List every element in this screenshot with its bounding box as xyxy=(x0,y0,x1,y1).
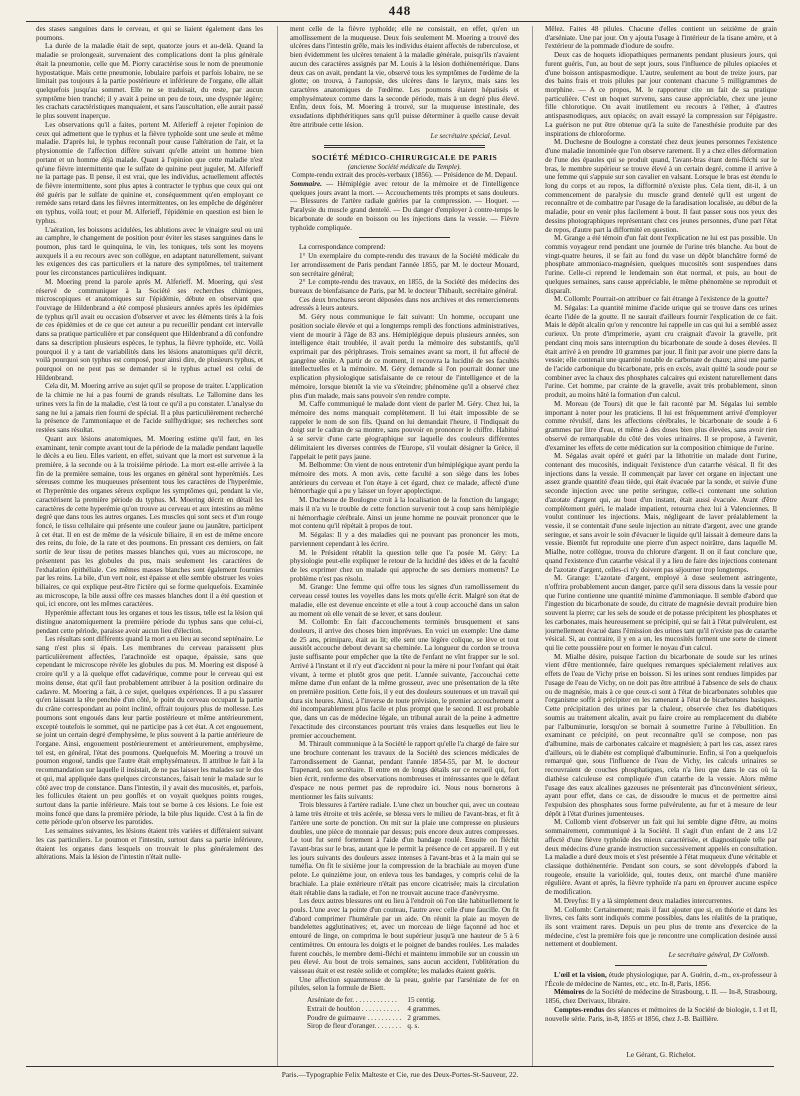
paragraph: M. Mialhe désire, puisque l'action du bicarbonate de soude sur les urines vient d'être mentionnée, faire quelques remarques spécialement relatives aux effets de l'eau de Vichy prise en boisson. Si les urines sont rendues limpides par l'usage de l'eau de Vichy, on ne doit pas être attribué à l'absence de sels de chaux ou de magnésie, mais à ce que ceux-ci sont à l'état de bicarbonates solubles que l'organisme soffit à précipiter en les ramenant à l'état de bicarbonates basiques. Cette précipitation des urines par la chaleur, observée chez les diabétiques soumis au traitement alcalin, avait pu faire croire au remplacement du diabète par l'albuminurie, lorsqu'on se bornait à soumettre l'urine à l'ébullition. En examinant ce précipité, on peut reconnaître qu'il se compose, non pas d'albumine, mais de carbonates calcaire et magnésien; à part les cas, assez rares d'ailleurs, où le diabète est compliqué d'albuminurie. Enfin, si l'on a quelquefois remarqué que, sous l'influence de l'eau de Vichy, les calculs urinaires se recouvraient de couches phosphatiques, cela n'a lieu que dans le cas où la diathèse calculeuse est compliquée d'un catarrhe de la vessie. Alors même l'usage des eaux alcalines gazeuses ne présenterait pas d'inconvénient sérieux, ayant pour effet, dans ce cas, de dissoudre le mucus et de permettre ainsi l'expulsion des phosphates sous forme pulvérulente, au fur et à mesure de leur dépôt à l'état d'urines jumenteuses. xyxy=(545,652,777,818)
prescription-qty: 4 grammes. xyxy=(407,1004,441,1013)
paragraph: Les semaines suivantes, les lésions étaient très variées et différaient suivant les cas particuliers. Le poumon et l'intestin, surtout dans sa partie inférieure, étaient les organes dans lesquels on trouvait le plus généralement des altérations. Mais la lésion de l'intestin n'était nulle- xyxy=(36,827,263,862)
paragraph: M. Dreyfus: Il y a là simplement deux maladies intercurrentes. xyxy=(554,896,734,905)
paragraph: des stases sanguines dans le cerveau, et qui se liaient également dans les poumons. xyxy=(36,25,263,42)
column-divider xyxy=(532,26,533,1066)
prescription-qty: 15 centig. xyxy=(407,996,436,1005)
paragraph: M. Belhomme: On vient de nous entretenir d'un hémiplégique ayant perdu la mémoire des mots. A mon avis, cette faculté a son siège dans les lobes antérieurs du cerveau et l'on étaye à cet égard, chez ce malade, affecté d'une hémorrhagie qui a pu y laisser un foyer apoplectique. xyxy=(290,461,519,496)
notice-text: de la Société de médecine de Strasbourg, t. II. — In-8, Strasbourg, 1856, chez Derivaux, libraire. xyxy=(545,988,777,1006)
society-meta: Compte-rendu extrait des procès-verbaux (1856). — Présidence de M. Depaul. xyxy=(291,171,518,180)
paragraph: M. Duchesne de Boulogne a constaté chez deux jeunes personnes l'existence d'une maladie innominée que l'on observe rarement. Il y a chez elles déformation de l'une des épaules qui se produit quand, l'avant-bras étant demi-fléchi sur le bras, le membre supérieur se trouve élevé à un certain degré, comme il arrive à une femme qui s'appuie sur son cavalier en valsant. Lorsque le bras est étendu le long du corps et au repos, la difformité n'existe plus. Cela tient, dit-il, à un commencement de paralysie du muscle grand dentelé qu'il est urgent de reconnaître et de combattre par l'usage de la faradisation localisée, au début de la maladie, pour en venir plus facilement à bout. Il faut passer sous nos yeux des dessins photographiques représentant chez ces jeunes personnes, d'une part l'état de repos, d'autre part la difformité en question. xyxy=(545,138,777,234)
notice-text: étude physiologique, par A. Guérin, d.-m., ex-professeur à l'École de médecine de Nantes, etc., etc. In-8, Paris, 1856. xyxy=(545,970,777,988)
society-subtitle: (ancienne Société médicale du Temple). xyxy=(347,162,462,171)
page-number: 448 xyxy=(388,3,412,18)
notice xyxy=(545,971,777,988)
paragraph: M. Duchesne de Boulogne croit à la localisation de la fonction du langage; mais il n'a vu le trouble de cette fonction survenir tout à coup sans hémiplégie ni hémorrhagie cérébrale. Ainsi un jeune homme ne pouvait prononcer que le mot contenu qu'il répétait à propos de tout. xyxy=(290,496,519,531)
paragraph: M. Grange a été témoin d'un fait dont l'explication ne lui est pas possible. Un commis voyageur rend pendant une journée de l'urine très blanche. Au bout de vingt-quatre heures, il se fait au fond du vase un dépôt blanchâtre formé de phosphate ammoniaco-magnésien, quelques mucosités sont suspendues dans l'urine. Celle-ci reprend le lendemain son état normal, et puis, au bout de quelques semaines, sans cause appréciable, le même phénomène se reproduit et disparaît. xyxy=(545,234,777,295)
paragraph: M. le Président rétablit la question telle que l'a posée M. Géry: La physiologie peut-elle expliquer le retour de la lucidité des idées et de la faculté de les exprimer chez un malade qui approche de ses derniers moments? Le problème n'est pas résolu. xyxy=(290,548,519,583)
summary-text: — Hémiplégie avec retour de la mémoire et de l'intelligence quelques jours avant la mort. — Accouchements très prompts et sans douleurs. — Blessures de l'artère radiale guéries par la compression. — Hoquet. — Paralysie du muscle grand dentelé. — Du danger d'employer à contre-temps le bicarbonate de soude en boisson ou les injections dans la vessie. — Fièvre typhoïde compliquée. xyxy=(290,180,519,232)
paragraph: Deux cas de hoquets idiopathiques permanents pendant plusieurs jours, qui furent guéris, l'un, au bout de sept jours, sous l'influence de pilules opiacées et d'une boisson antispasmodique. L'autre, seulement au bout de treize jours, par des bains frais et trois pilules par jour contenant chacune 5 milligrammes de morphine. — A ce propos, M. le rapporteur cite un fait de sa pratique particulière. C'est un hoquet survenu, sans cause appréciable, chez une jeune fille chlorotique. On avait inutilement eu recours à l'éther, à d'autres antispasmodiques, aux opiacés; on avait essayé la compression sur l'épigastre. La guérison ne put être obtenue qu'à la suite de l'anesthésie produite par des inspirations de chloroforme. xyxy=(545,51,777,138)
prescription-table xyxy=(304,996,444,1031)
paragraph: M. Moering prend la parole après M. Alferieff. M. Moering, qui s'est réservé de communiquer à la Société ses recherches chimiques, microscopiques et anatomiques sur l'épidémie, débute en observant que l'ouvrage de Hildenbrand a été composé plusieurs années après les épidémies de typhus qu'il avait eu occasion d'observer et avec les éléments tirés à la fois de ces épidémies et de ce que cet auteur a pu recueillir pendant cet intervalle dans sa pratique particulière et par conséquent que Hildenbrand a dû confondre dans sa description plusieurs espèces, le typhus, la fièvre typhoïde, etc. Voilà pourquoi il y a tant de variabilités dans les lésions anatomiques qu'il décrit, voilà pourquoi son typhus est composé, pour ainsi dire, de plusieurs typhus, et pourquoi on ne peut pas se demander si le typhus actuel est celui de Hildenbrand. xyxy=(36,277,263,382)
paragraph: M. Grange: L'azotate d'argent, employé à dose seulement astringente, n'offrira probablement aucun danger, parce qu'il sera dissous dans la vessie pour que l'urine contienne une quantité minime d'ammoniaque. Il semble d'abord que l'ingestion du bicarbonate de soude, du citrate de magnésie devrait produire bien souvent la pierre; car les sels de soude et de potasse précipitent les phosphates et les carbonates, mais heureusement se précipité, qui se fait à l'état pulvérulent, est journellement évacué dans l'émission des urines tant qu'il n'existe pas de catarrhe vésical. Si, au contraire, il y en a un, les mucosités forment une sorte de ciment qui lie cette poussière pour en former le noyau d'un calcul. xyxy=(545,574,777,653)
paragraph: Mêlez. Faites 48 pilules. Chacune d'elles contient un seizième de grain d'arséniate. Une par jour. On y ajouta l'usage à l'intérieur de la tisane amère, et à l'extérieur de la pommade d'iodure de soufre. xyxy=(545,25,777,51)
prescription-item: Extrait de houblon . . . . . . . . . . . xyxy=(307,1004,400,1013)
paragraph: M. Collomb vient d'observer un fait qui lui semble digne d'être, au moins sommairement, communiqué à la Société. Il s'agit d'un enfant de 2 ans 1/2 affecté d'une fièvre typhoïde des mieux caractérisée, et diagnostiquée telle par deux médecins d'une grande instruction successivement appelés en consultation. La maladie a duré deux mois et s'est présentée à l'état muqueux d'une véritable et classique dothiénentérie. Pendant son cours, se sont développés d'abord la rougeole, ensuite la variolöide, qui, toutes deux, ont marché d'une manière régulière. Avant et après, la fièvre typhoïde n'a paru en éprouver aucune espèce de modification. xyxy=(545,818,777,897)
paragraph: Hyperémie affectant tous les organes et tous les tissus, telle est la lésion qui distingue anatomiquement la première période du typhus sans que celui-ci, pendant cette période, paraisse avoir aucun lieu d'élection. xyxy=(36,609,263,635)
summary-label: Sommaire. xyxy=(290,180,322,189)
paragraph: M. Caffe communiqué le malade dont vient de parler M. Géry. Chez lui, la mémoire des noms manquait complètement. Il lui était impossible de se rappeler le nom de son fils. Quand on lui demandait l'heure, il l'indiquait du doigt sur le cadran de sa montre, sans pouvoir en prononcer le chiffre. Habitué à se servir d'une carte géographique sur laquelle des couleurs différentes délimitaient les diverses contrées de l'Europe, s'il voulait désigner la Grèce, il l'appelait le petit pays jaune. xyxy=(290,400,519,461)
notice-lead: Mémoires xyxy=(554,988,585,997)
prescription-row xyxy=(304,1022,444,1031)
prescription-row xyxy=(304,996,444,1005)
paragraph: La correspondance comprend: xyxy=(299,243,386,252)
paragraph: 1° Un exemplaire du compte-rendu des travaux de la Société médicale du 1er arrondissement de Paris pendant l'année 1855, par M. le docteur Mouard, son secrétaire général; xyxy=(290,252,519,278)
paragraph: M. Thirault communique à la Société le rapport qu'elle l'a chargé de faire sur une brochure contenant les travaux de la Société des sciences médicales de l'arrondissement de Gannat, pendant l'année 1854-55, par M. le docteur Trapenard, son secrétaire. Il entre en de longs détails sur ce recueil qui, fort bien écrit, renferme des observations nombreuses et intéressantes que le défaut d'espace ne nous permet pas de reproduire ici. Nous nous bornerons à mentionner les faits suivants: xyxy=(290,740,519,801)
column-3 xyxy=(545,25,777,1065)
notice xyxy=(545,988,777,1005)
notice-text: des séances et mémoires de la Société de biologie, t. I et II, nouvelle série. Paris, in-8, 1855 et 1856, chez J.-B. Baillière. xyxy=(545,1005,777,1023)
paragraph: Quant aux lésions anatomiques, M. Moering estime qu'il faut, en les examinant, tenir compte avant tout de la période de la maladie pendant laquelle le décès a eu lieu. Elles varient, en effet, suivant que la mort est survenue à la première, à la seconde ou à la troisième période. La mort est-elle arrivée à la fin de la première semaine, tous les organes en général sont hyperémiés. Les séreuses comme les muqueuses présentent tous les caractères de l'hyperémie, et l'hyperémie des organes séreux explique les symptômes qui, pendant la vie, caractérisent la première période du typhus. M. Moering décrit en détail les caractères de cette hyperémie qu'on trouve au cerveau et aux intestins au même degré que dans tous les autres organes. Les muscles qui sont secs et d'un rouge foncé, le tissu cellulaire qui présente une couleur jaune ou jaunâtre, participent à cet état. Il en est de même de la vésicule biliaire, il en est de même encore des reins, du foie, de la rate et des poumons. En pressant ces derniers, on fait sortir de leur tissu de petites masses blanches qui, vues au microscope, ne présentent pas les globules du pus, mais seulement les caractères de l'exhalation épithéliale. Ces mêmes masses blanches sont également fournies par les reins. La bile, d'un vert noir, est épaisse et elle semble obstruer les voies biliaires, ce qui explique peut-être l'ictère qui se forme quelquefois. Examinée au microscope, la bile aussi offre ces masses blanches dont il a été question et qui, ici encore, ont les mêmes caractères. xyxy=(36,434,263,609)
prescription-row xyxy=(304,1005,444,1014)
paragraph: M. Moreau (de Tours) dit que le fait raconté par M. Ségalas lui semble important à noter pour les praticiens. Il lui est fréquemment arrivé d'employer comme révulsif, dans les affections cérébrales, le bicarbonate de soude à 6 grammes par litre d'eau, et même à des doses bien plus élevées, sans avoir rien observé de remarquable du côté des voies urinaires. Il se propose, à l'avenir, d'examiner les effets de cette médication sur la composition chimique de l'urine. xyxy=(545,399,777,452)
paragraph: L'aération, les boissons acidulées, les ablutions avec le vinaigre seul ou uni au camphre, le changement de position pour éviter les stases sanguines dans le poumon, plus tard le quinquina, le vin, les toniques, tels sont les moyens auxquels il a eu recours avec son collègue, en adaptant naturellement, suivant les exigences des cas particuliers et la nature des symptômes, tel traitement pour les circonstances particulières indiquant. xyxy=(36,225,263,278)
secretary-general-signature: Le secrétaire général, Dr Collomb. xyxy=(668,951,769,960)
paragraph: La durée de la maladie était de sept, quatorze jours et au-delà. Quand la maladie se prolongeait, survenaient des complications dont la plus générale était la pneumonie, celle que M. Piorry caractérise sous le nom de pneumonie hypostatique. Mais cette pneumonie, lobulaire parfois et parfois lobaire, ne se limitait pas toujours à la partie postérieure et inférieure de l'organe, elle allait quelquefois jusqu'au sommet. Elle ne se traduisait, du reste, par aucun symptôme bien tranché; il y avait à peine un peu de toux, une dyspnée légère; les crachats caractéristiques manquaient, et sans l'auscultation, elle aurait passé le plus souvent inaperçue. xyxy=(36,42,263,121)
paragraph: Cela dit, M. Moering arrive au sujet qu'il se propose de traiter. L'application de la chimie ne lui a pas fourni de grands résultats. Le Tallomine dans les urines vers la fin de la maladie, c'est là tout ce qu'il a pu constater. L'analyse du sang ne lui a jamais rien fourni de spécial. Il a plus particulièrement recherché la présence de l'ammoniaque et de l'acide sulfhydrique; ses recherches sont restées sans résultat. xyxy=(36,382,263,435)
section-separator xyxy=(324,145,484,148)
paragraph: Les observations qu'il a faites, portent M. Alferieff à rejeter l'opinion de ceux qui admettent que le typhus et la fièvre typhoïde sont une seule et même maladie. D'après lui, le typhus reconnaît pour cause l'altération de l'air, et la physionomie de l'affection diffère suivant qu'elle atteint un homme bien portant et un homme déjà malade. Quant à l'opinion que cette maladie n'est qu'une fièvre intermittente que le sulfate de quinine peut juguler, M. Alferieff ne la partage pas. Il pense, il est vrai, que les individus, actuellement affectés de fièvre intermittente, sont plus aptes à contracter le typhus que ceux qui ont été guéris par le sulfate de quinine et, conséquemment qu'en employant ce remède sans retard dans les fièvres intermittentes, on les empêche de dégénérer en typhus, voilà tout; et pour M. Alferieff, l'épidémie en question est bien le typhus. xyxy=(36,120,263,225)
paragraph: Ces deux brochures seront déposées dans nos archives et des remerciements adressés à leurs auteurs. xyxy=(290,295,519,313)
paragraph: M. Collomb: Pourrait-on attribuer ce fait étrange à l'existence de la goutte? xyxy=(554,295,769,304)
paragraph: M. Ségalas: La quantité minime d'acide urique qui se trouve dans ces urines écarte l'idée de la goutte. Il ne saurait d'ailleurs fournir l'explication de ce fait. Mais le dépôt alcalin qu'on y rencontre lui rappelle un cas qui lui a semblé assez curieux. Un prote d'imprimerie, ayant cru craignait d'avoir la gravelle, prit pendant cinq mois sans interruption du bicarbonate de soude à doses élevées. Il était arrivé à en prendre 10 grammes par jour. Il finit par avoir une pierre dans la vessie; elle contenait une quantité notable de carbonate de chaux; ainsi une partie de l'acide carbonique du bicarbonate, pris en excès, avait quitté la soude pour se combiner avec la chaux des phosphates calcaires qui existent naturellement dans l'urine. Cet homme, par crainte de la gravelle, avait très probablement, sinon produit, au moins hâté la formation d'un calcul. xyxy=(545,304,777,400)
header-rule xyxy=(26,21,774,22)
paragraph: Une affection squammeuse de la peau, guérie par l'arséniate de fer en pilules, selon la formule de Biett. xyxy=(290,975,519,993)
society-title: SOCIÉTÉ MÉDICO-CHIRURGICALE DE PARIS xyxy=(311,153,498,163)
short-rule xyxy=(359,237,451,238)
paragraph: Les résultats sont différents quand la mort a eu lieu au second septénaire. Le sang n'est plus si épais. Les membranes du cerveau paraissent plus particulièrement affectées, l'arachnoïde est opaque, épaissie, sans que cependant le microscope révèle les globules du pus. M. Moering est disposé à croire qu'il y a là quelque effet cadavérique, comme pour le cerveau qui est moins dense, état qu'il faut probablement attribuer à la position ordinaire du cadavre. M. Moering a fait, à ce sujet, quelques expériences. Il a pu s'assurer qu'en laissant la tête penchée d'un côté, le point du cerveau occupant la partie du crâne correspondant au point incliné, offrait toujours plus de mollesse. Les poumons sont engoués dans leur partie postérieure et même antérieurement, excepté toutefois le sommet, qui ne participe pas à cet état. A cet engouement, se joint un certain degré d'emphysème, le plus souvent à la partie antérieure de l'organe. Ainsi, engouement postérieurement et antérieurement, emphysème, tel est, en général, l'état des poumons. Quelquefois M. Moering a trouvé un poumon engoué, tandis que l'autre était emphysémateux. Il attribue le fait à la recommandation sur laquelle il insistait, de ne pas laisser les malades sur le dos et qui, mal appliquée dans quelques circonstances, faisait tenir le malade sur le côté avec trop de constance. Dans l'intestin, il y avait des mucosités, et, parfois, les follicules étaient un peu gonflés et on voyait quelques points rouges, surtout dans la partie inférieure. Mais tout se borne à ces lésions. Le foie est moins foncé que dans la première période, la bile plus liquide. C'est à la fin de cette période qu'on observe les parotides. xyxy=(36,635,263,827)
notice-lead: Comptes-rendus xyxy=(554,1005,605,1014)
printer-footer: Paris.—Typographie Felix Malteste et Cie, rue des Deux-Portes-St-Sauveur, 22. xyxy=(26,1066,774,1079)
notice xyxy=(545,1006,777,1023)
paragraph: M. Géry nous communique le fait suivant: Un homme, occupant une position sociale élevée et qui a longtemps rempli des fonctions administratives, vient de mourir à l'âge de 83 ans. Hémiplégique depuis plusieurs années, son intelligence était troublée, il avait perdu la mémoire des substantifs, qu'il exprimait par des périphrases. Trois semaines avant sa mort, il fut affecté de gangrène sénile. A partir de ce moment, il recouvra la lucidité de ses facultés intellectuelles et la mémoire. M. Géry demande si l'on pourrait donner une explication physiologique satisfaisante de ce retour de l'intelligence et de la mémoire, lorsque bientôt la vie va s'éteindre; phénomène qu'il a observé chez plus d'un malade, mais sans pouvoir s'en rendre compte. xyxy=(290,313,519,400)
summary xyxy=(290,180,519,232)
prescription-item: Arséniate de fer. . . . . . . . . . . . . xyxy=(307,996,397,1005)
paragraph: Trois blessures à l'artère radiale. L'une chez un boucher qui, avec un couteau à lame très étroite et très acérée, se blessa vers le milieu de l'avant-bras, et fit à l'artère une sorte de ponction. On mit sur la plaie une compresse en plusieurs doubles, une pièce de monnaie par dessus; puis encore deux autres compresses. Le tout fut serré fortement à l'aide d'un bandage roulé. Ensuite on fléchit l'avant-bras sur le bras, autant que le permit la présence de cet appareil. Il y eut les jours suivants des douleurs assez intenses à l'avant-bras et à la main qui se tuméfia. On fit le sixième jour la compression de la brachiale au moyen d'une pelote. Le quinzième jour, on enleva tous les bandages, y compris celui de la brachiale. La plaie extérieure n'était pas encore cicatrisée; mais la circulation était rétablie dans la radiale, et l'on ne trouvait aucune trace d'anévrysme. xyxy=(290,801,519,897)
column-2 xyxy=(290,25,519,1065)
prescription-qty: q. s. xyxy=(407,1022,420,1031)
column-1 xyxy=(36,25,263,1065)
paragraph: M. Ségalas avait opéré et guéri par la lithotritie un malade dont l'urine, contenant des mucosités, indiquait l'existence d'un catarrhe vésical. Il fit des injections dans la vessie. Il commençait par laver cet organe en injectant une assez grande quantité d'eau tiède, qui était évacuée par la sonde, et suivie d'une seconde injection avec une petite seringue, celle-ci contenant une solution d'azotate d'argent qui, au bout d'un instant, était aussi évacuée. Avant d'être complètement guéri, le malade impatient, retourna chez lui à Valenciennes. Il voulut continuer les injections. Mais, négligeant de laver préalablement la vessie, il se contentait d'une seule injection au nitrate d'argent, avec une grande seringue, et sans avoir le soin d'évacuer le liquide qu'il laissait à demeure dans la vessie. Bientôt fut reproduite une pierre d'un aspect noirâtre, dans laquelle M. Mialhe, notre collègue, trouva du chlorure d'argent. Il on il faut conclure que, quand l'existence d'un catarrhe vésical il y a lieu de faire des injections contenant de l'azotate d'argent, celles-ci n'y doivent pas séjourner trop longtemps. xyxy=(545,452,777,574)
short-rule xyxy=(615,965,708,966)
paragraph: ment celle de la fièvre typhoïde; elle ne consistait, en effet, qu'en un amollissement de la muqueuse. Deux fois seulement M. Moering a trouvé des ulcères dans l'intestin grêle, mais les individus étaient affectés de tuberculose, et bien évidemment les ulcères tenaient à la maladie générale, puisqu'ils n'avaient aucun des caractères assignés par M. Louis à la lésion dothiénentérique. Dans deux cas on avait, pendant la vie, observé tous les symptômes de l'œdème de la glotte; on trouva, à l'autopsie, des ulcères dans le larynx, mais sans les caractères anatomiques de l'œdème. Les poumons étaient hépatisés et emphysémateux comme dans la seconde période, mais à un degré plus élevé. Enfin, deux fois, M. Moering à trouvé, sur la muqueuse intestinale, des exsudations diphthéritiques sans qu'il puisse déterminer à quelle cause devait être attribuée cette lésion. xyxy=(290,25,519,129)
paragraph: Les deux autres blessures ont eu lieu à l'endroit où l'on tâte habituellement le pouls. L'une avec la pointe d'un couteau, l'autre avec celle d'une faucille. On fit d'abord comprimer l'humérale par un aide. On réunit la plaie au moyen de bandelettes agglutinatives; et, avec un morceau de liège façonné ad hoc et entouré de linge, on comprima le bout supérieur jusqu'à une hauteur de 5 à 6 centimètres. On entoura les doigts et le poignet de bandes roulées. Les malades furent couchés, le membre demi-fléchi et maintenu immobile sur un coussin un peu élevé. Au bout de trois semaines, sans aucun accident, l'oblitération du vaisseau était et est restée solide et complète; les malades étaient guéris. xyxy=(290,897,519,975)
column-divider xyxy=(277,26,278,1066)
prescription-row xyxy=(304,1014,444,1023)
paragraph: 2° Le compte-rendu des travaux, en 1855, de la Société des médecins des bureaux de bienfaisance de Paris, par M. le docteur Thibault, secrétaire général. xyxy=(290,278,519,295)
gerant-signature: Le Gérant, G. Richelot. xyxy=(626,1050,696,1059)
paragraph: M. Ségalas: Il y a des maladies qui ne pouvant pas prononcer les mots, parviennent cependant à les écrire. xyxy=(290,531,519,548)
notice-lead: L'œil et la vision, xyxy=(554,970,607,979)
paragraph: M. Collomb: Certainement; mais il faut ajouter que si, en théorie et dans les livres, ces faits sont indiqués comme possibles, dans les réalités de la pratique, ils sont vraiment rares. Depuis un peu plus de trente ans d'exercice de la médecine, c'est la première fois que je rencontre une complication desinée aussi nettement et doublement. xyxy=(545,905,777,949)
secretary-signature: Le secrétaire spécial, Leval. xyxy=(430,131,511,140)
prescription-qty: 2 grammes. xyxy=(407,1013,441,1022)
paragraph: M. Collomb: En fait d'accouchements terminés brusquement et sans douleurs, il arrive des choses bien imprévues. En voici un exemple: Une dame de 25 ans, primipare, était au lit; elle sent une légère colique, se lève et tout aussitôt accouche debout devant sa cheminée. La longueur du cordon se trouva juste suffisante pour empêcher que la tête de l'enfant ne vînt frapper sur le sol. Arrivé à l'instant et il n'y eut d'accident ni pour la mère ni pour l'enfant qui était vivant, à terme et plutôt gros que petit. L'année suivante, j'accouchai cette même dame d'un enfant de la même grosseur, avec une présentation de la tête en première position. Cette fois, il y eut des douleurs soutenues et un travail qui dura six heures. Ainsi, à l'inverse de toute prévision, le premier accouchement a été incomparablement plus facile et plus prompt que le second. Il est probable que, dans un cas de médecine légale, un tribunal aurait de la peine à admettre l'exactitude des circonstances pourtant très vraies dans lesquelles eut lieu le premier accouchement. xyxy=(290,618,519,740)
prescription-item: Poudre de guimauve . . . . . . . . . . xyxy=(307,1013,402,1022)
paragraph: M. Grange: Une femme qui offre tous les signes d'un ramollissement du cerveau cessé toutes les voyelles dans les mots qu'elle écrit. Malgré son état de maladie, elle est devenue enceinte et elle a tout à coup accouché dans un salon au moment où elle venait de se lever, et sans douleur. xyxy=(290,583,519,618)
prescription-item: Sirop de fleur d'oranger. . . . . . . . xyxy=(307,1022,402,1031)
